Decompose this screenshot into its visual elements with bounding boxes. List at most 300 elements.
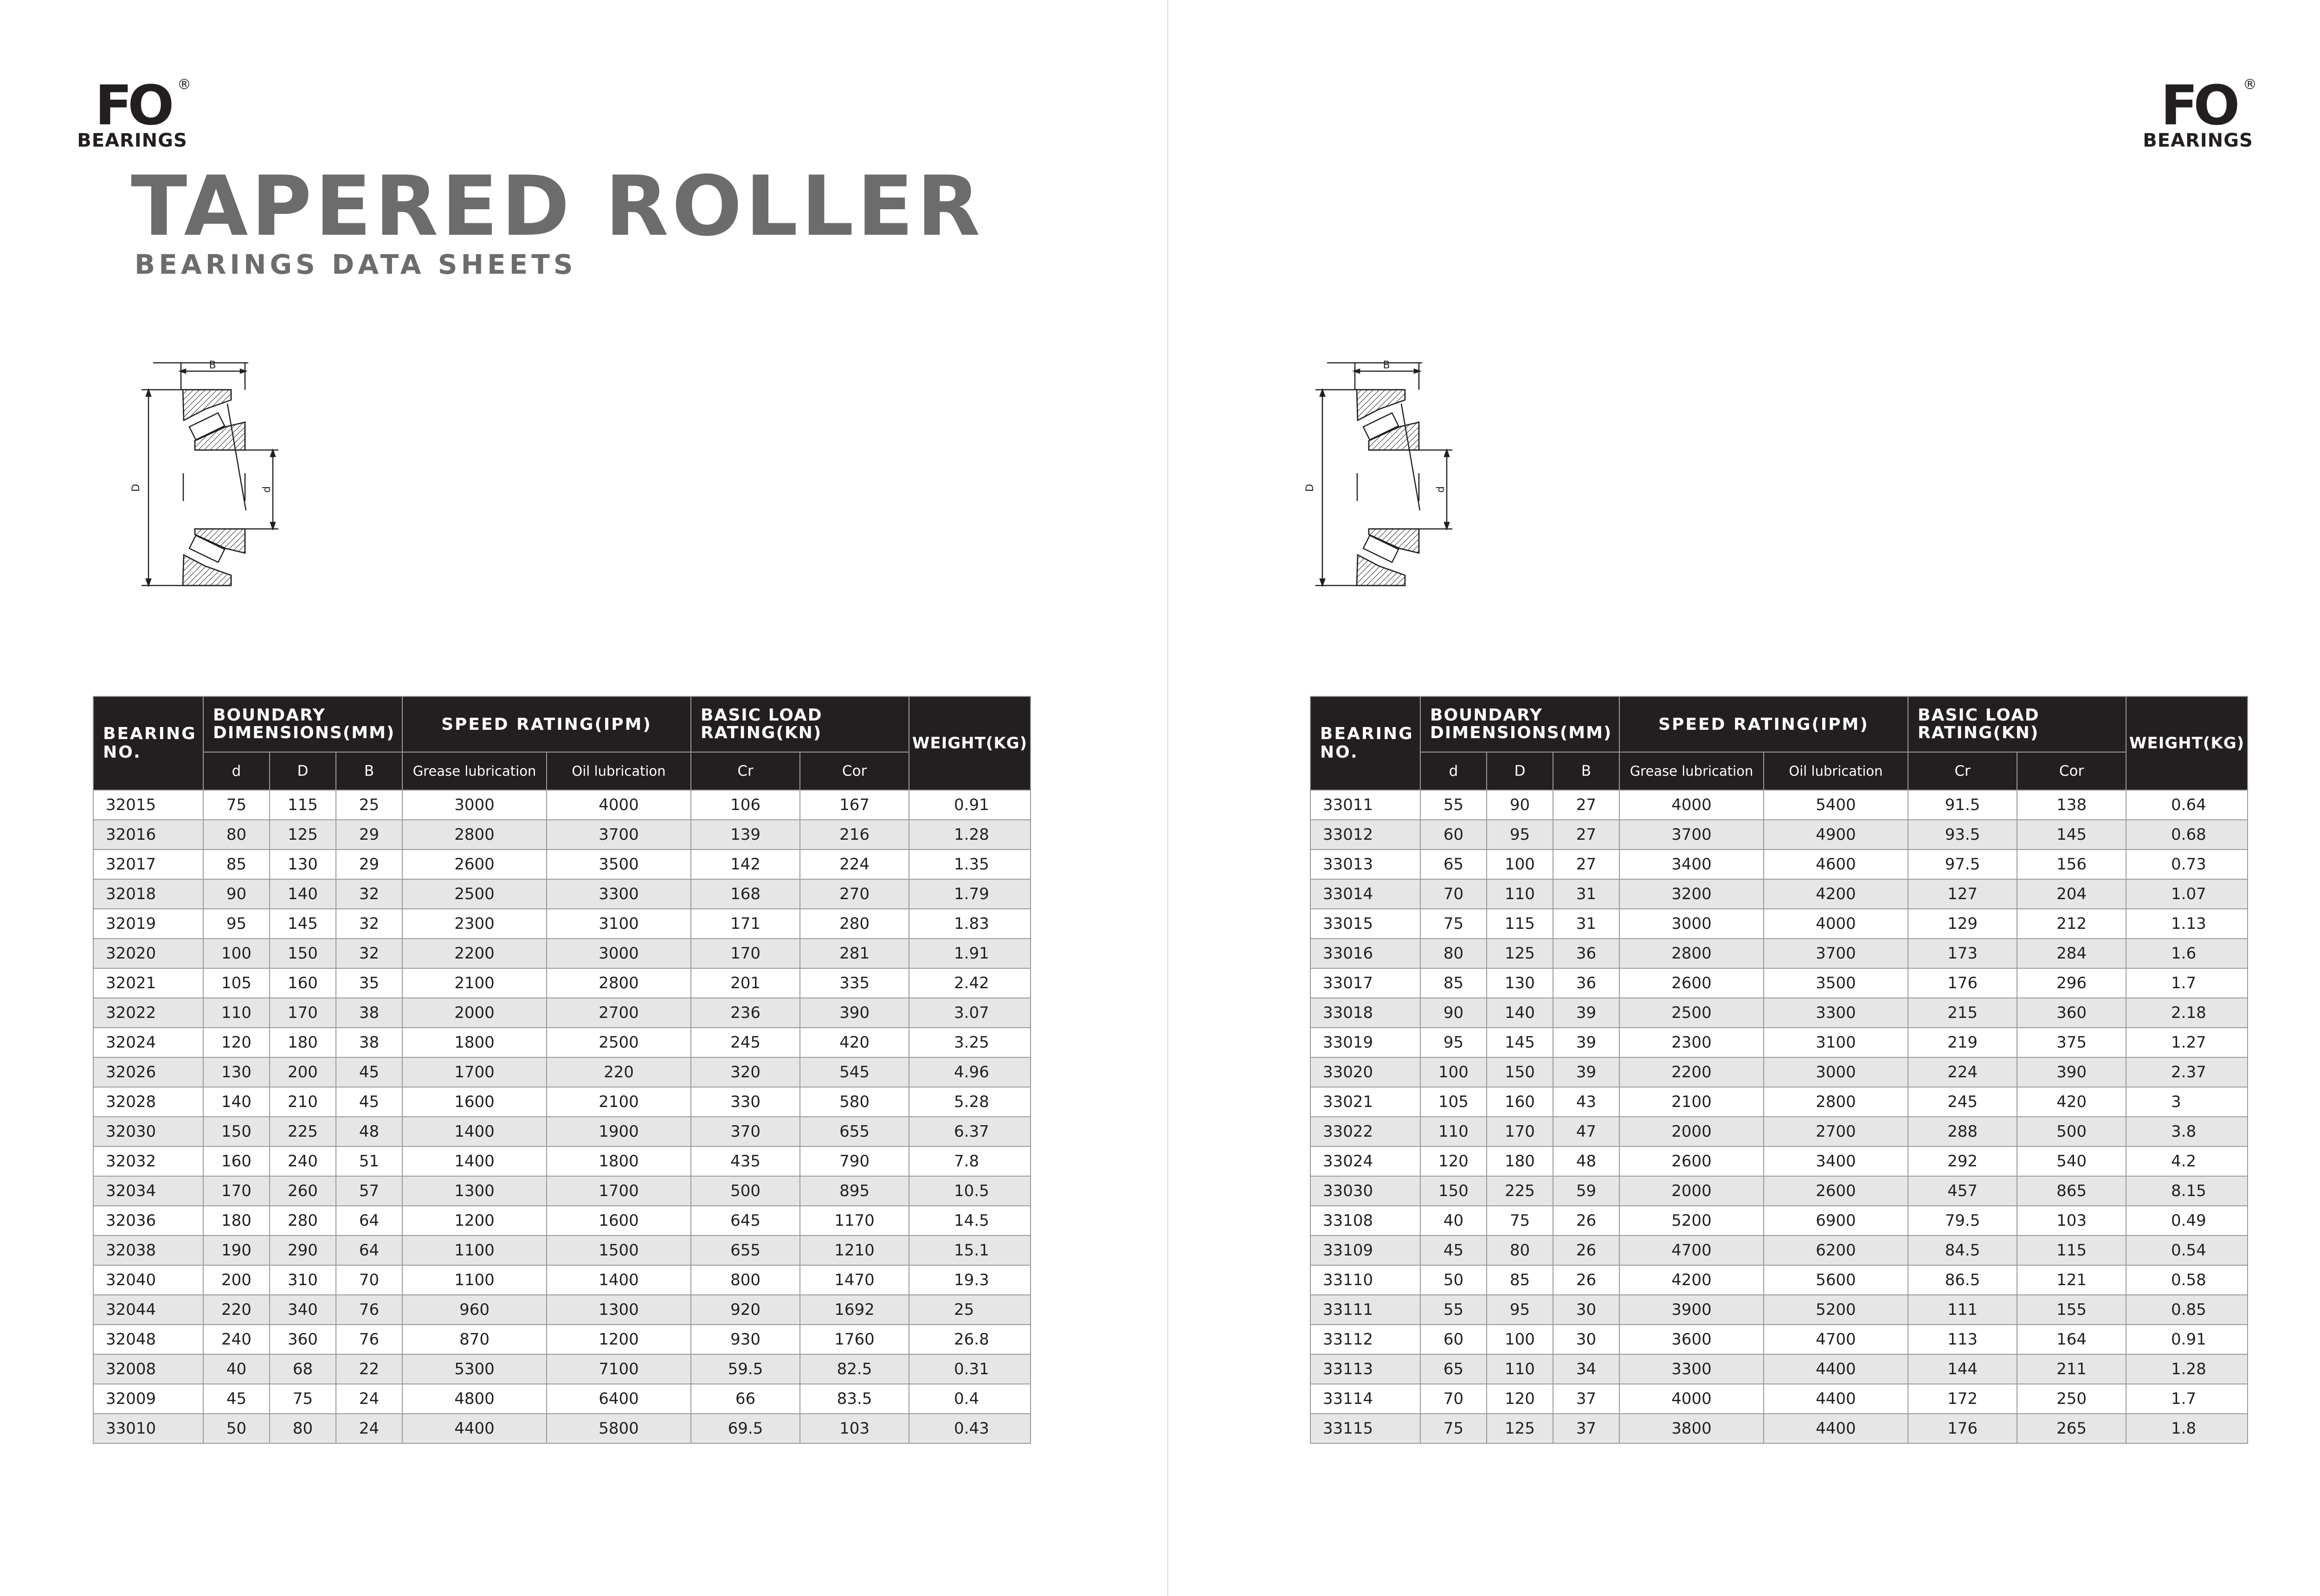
cell-load-cr: 59.5 [691,1354,800,1384]
cell-bore-d: 90 [1420,998,1487,1028]
cell-width-B: 32 [336,939,402,968]
cell-oil-speed: 2700 [547,998,691,1028]
cell-oil-speed: 1600 [547,1206,691,1236]
header-basic-load-rating: BASIC LOAD RATING(KN) [1908,696,2126,752]
cell-load-cr: 113 [1908,1325,2017,1354]
cell-bearing-no: 32038 [93,1236,203,1265]
cell-width-B: 25 [336,790,402,820]
cell-width-B: 45 [336,1087,402,1117]
cell-load-cr: 288 [1908,1117,2017,1146]
cell-bearing-no: 33020 [1310,1057,1420,1087]
cell-bore-d: 180 [203,1206,270,1236]
cell-load-cor: 895 [800,1176,909,1206]
cell-grease-speed: 3400 [1619,849,1764,879]
cell-oil-speed: 1800 [547,1146,691,1176]
cell-oil-speed: 1200 [547,1325,691,1354]
cell-oil-speed: 2800 [1764,1087,1908,1117]
cell-load-cr: 69.5 [691,1414,800,1443]
cell-width-B: 45 [336,1057,402,1087]
cell-bearing-no: 33012 [1310,820,1420,849]
cell-load-cor: 1692 [800,1295,909,1325]
cell-grease-speed: 3800 [1619,1414,1764,1443]
cell-grease-speed: 4000 [1619,790,1764,820]
cell-grease-speed: 2000 [402,998,547,1028]
cell-weight: 0.31 [909,1354,1031,1384]
cell-width-B: 76 [336,1295,402,1325]
cell-grease-speed: 2000 [1619,1117,1764,1146]
cell-bearing-no: 33114 [1310,1384,1420,1414]
cell-load-cr: 106 [691,790,800,820]
cell-outer-diameter-D: 110 [1487,879,1553,909]
cell-grease-speed: 4800 [402,1384,547,1414]
cell-bearing-no: 33011 [1310,790,1420,820]
cell-bore-d: 50 [1420,1265,1487,1295]
cell-width-B: 32 [336,879,402,909]
cell-bore-d: 40 [203,1354,270,1384]
cell-bearing-no: 32040 [93,1265,203,1295]
table-row [93,1028,1031,1057]
cell-oil-speed: 3300 [547,879,691,909]
cell-load-cor: 545 [800,1057,909,1087]
cell-load-cr: 215 [1908,998,2017,1028]
cell-load-cor: 164 [2017,1325,2126,1354]
cell-load-cor: 500 [2017,1117,2126,1146]
cell-weight: 1.8 [2126,1414,2248,1443]
cell-load-cr: 655 [691,1236,800,1265]
cell-weight: 8.15 [2126,1176,2248,1206]
cell-weight: 7.8 [909,1146,1031,1176]
header-bearing-no: BEARING NO. [1310,696,1420,790]
cell-bore-d: 140 [203,1087,270,1117]
table-row [93,1176,1031,1206]
page-divider [1167,0,1168,1596]
cell-load-cor: 115 [2017,1236,2126,1265]
cell-width-B: 36 [1553,939,1619,968]
cell-weight: 5.28 [909,1087,1031,1117]
cell-weight: 1.83 [909,909,1031,939]
cell-bore-d: 110 [1420,1117,1487,1146]
bearing-data-table-right [1310,696,2248,1444]
cell-outer-diameter-D: 125 [270,820,336,849]
cell-bearing-no: 33112 [1310,1325,1420,1354]
cell-oil-speed: 3100 [1764,1028,1908,1057]
cell-weight: 0.91 [909,790,1031,820]
cell-grease-speed: 3300 [1619,1354,1764,1384]
cell-load-cor: 420 [800,1028,909,1057]
cell-load-cr: 142 [691,849,800,879]
cell-bearing-no: 32015 [93,790,203,820]
cell-grease-speed: 4200 [1619,1265,1764,1295]
cell-load-cor: 281 [800,939,909,968]
cell-bore-d: 70 [1420,1384,1487,1414]
cell-bore-d: 130 [203,1057,270,1087]
cell-grease-speed: 2600 [1619,968,1764,998]
cell-oil-speed: 3300 [1764,998,1908,1028]
cell-load-cr: 224 [1908,1057,2017,1087]
cell-outer-diameter-D: 75 [270,1384,336,1414]
cell-weight: 6.37 [909,1117,1031,1146]
cell-oil-speed: 4900 [1764,820,1908,849]
cell-weight: 3.07 [909,998,1031,1028]
cell-width-B: 38 [336,1028,402,1057]
cell-bore-d: 105 [1420,1087,1487,1117]
cell-grease-speed: 1200 [402,1206,547,1236]
cell-outer-diameter-D: 170 [270,998,336,1028]
cell-bearing-no: 32019 [93,909,203,939]
header-boundary-dimensions: BOUNDARY DIMENSIONS(MM) [203,696,402,752]
cell-oil-speed: 220 [547,1057,691,1087]
cell-grease-speed: 4000 [1619,1384,1764,1414]
cell-outer-diameter-D: 130 [270,849,336,879]
cell-bearing-no: 33022 [1310,1117,1420,1146]
cell-bore-d: 80 [1420,939,1487,968]
cell-bore-d: 55 [1420,1295,1487,1325]
cell-width-B: 64 [336,1236,402,1265]
cell-width-B: 26 [1553,1236,1619,1265]
cell-bearing-no: 33024 [1310,1146,1420,1176]
cell-width-B: 29 [336,849,402,879]
cell-bearing-no: 32022 [93,998,203,1028]
cell-outer-diameter-D: 110 [1487,1354,1553,1384]
cell-grease-speed: 1600 [402,1087,547,1117]
cell-oil-speed: 1500 [547,1236,691,1265]
cell-bearing-no: 32008 [93,1354,203,1384]
cell-outer-diameter-D: 120 [1487,1384,1553,1414]
cell-load-cr: 86.5 [1908,1265,2017,1295]
cell-load-cor: 145 [2017,820,2126,849]
cell-outer-diameter-D: 95 [1487,820,1553,849]
header-oil-lubrication: Oil lubrication [1764,752,1908,790]
cell-load-cr: 645 [691,1206,800,1236]
cell-grease-speed: 3000 [402,790,547,820]
cell-width-B: 32 [336,909,402,939]
cell-width-B: 76 [336,1325,402,1354]
table-row [93,939,1031,968]
cell-oil-speed: 5200 [1764,1295,1908,1325]
cell-grease-speed: 960 [402,1295,547,1325]
cell-bore-d: 40 [1420,1206,1487,1236]
cell-load-cor: 790 [800,1146,909,1176]
cell-grease-speed: 1100 [402,1236,547,1265]
cell-oil-speed: 4700 [1764,1325,1908,1354]
table-row [1310,1236,2248,1265]
cell-outer-diameter-D: 225 [270,1117,336,1146]
cell-weight: 0.4 [909,1384,1031,1414]
brand-logo-right [2135,73,2261,161]
cell-load-cr: 170 [691,939,800,968]
header-basic-load-rating: BASIC LOAD RATING(KN) [691,696,909,752]
cell-oil-speed: 5800 [547,1414,691,1443]
cell-bore-d: 120 [203,1028,270,1057]
cell-bore-d: 75 [1420,1414,1487,1443]
cell-bore-d: 85 [203,849,270,879]
header-weight: WEIGHT(KG) [2126,696,2248,790]
cell-width-B: 31 [1553,879,1619,909]
cell-grease-speed: 1300 [402,1176,547,1206]
cell-load-cr: 236 [691,998,800,1028]
cell-grease-speed: 2600 [402,849,547,879]
header-grease-lubrication: Grease lubrication [1619,752,1764,790]
cell-bearing-no: 33108 [1310,1206,1420,1236]
cell-bearing-no: 33010 [93,1414,203,1443]
cell-load-cr: 91.5 [1908,790,2017,820]
cell-grease-speed: 1400 [402,1117,547,1146]
cell-width-B: 26 [1553,1265,1619,1295]
cell-load-cr: 79.5 [1908,1206,2017,1236]
header-cor: Cor [2017,752,2126,790]
cell-outer-diameter-D: 100 [1487,849,1553,879]
cell-width-B: 37 [1553,1414,1619,1443]
cell-bore-d: 170 [203,1176,270,1206]
cell-width-B: 38 [336,998,402,1028]
cell-bore-d: 70 [1420,879,1487,909]
cell-load-cr: 97.5 [1908,849,2017,879]
cell-load-cor: 224 [800,849,909,879]
cell-bore-d: 65 [1420,849,1487,879]
cell-load-cr: 201 [691,968,800,998]
cell-weight: 4.96 [909,1057,1031,1087]
cell-load-cor: 865 [2017,1176,2126,1206]
cell-outer-diameter-D: 310 [270,1265,336,1295]
cell-grease-speed: 2200 [1619,1057,1764,1087]
cell-bearing-no: 33016 [1310,939,1420,968]
cell-width-B: 27 [1553,790,1619,820]
table-row [93,1384,1031,1414]
header-speed-rating: SPEED RATING(IPM) [402,696,691,752]
table-row [93,1206,1031,1236]
cell-grease-speed: 2500 [1619,998,1764,1028]
cell-load-cor: 1210 [800,1236,909,1265]
cell-outer-diameter-D: 115 [270,790,336,820]
cell-outer-diameter-D: 290 [270,1236,336,1265]
table-row [1310,968,2248,998]
cell-grease-speed: 2600 [1619,1146,1764,1176]
cell-load-cr: 930 [691,1325,800,1354]
cell-width-B: 51 [336,1146,402,1176]
cell-width-B: 48 [336,1117,402,1146]
cell-oil-speed: 2700 [1764,1117,1908,1146]
cell-width-B: 30 [1553,1295,1619,1325]
cell-grease-speed: 1100 [402,1265,547,1295]
table-row [1310,1206,2248,1236]
cell-grease-speed: 4400 [402,1414,547,1443]
cell-grease-speed: 1800 [402,1028,547,1057]
cell-weight: 0.43 [909,1414,1031,1443]
cell-bore-d: 45 [1420,1236,1487,1265]
cell-load-cor: 375 [2017,1028,2126,1057]
cell-outer-diameter-D: 125 [1487,939,1553,968]
cell-width-B: 64 [336,1206,402,1236]
table-row [93,1354,1031,1384]
cell-weight: 1.13 [2126,909,2248,939]
cell-bore-d: 65 [1420,1354,1487,1384]
cell-load-cor: 121 [2017,1265,2126,1295]
cell-oil-speed: 4400 [1764,1414,1908,1443]
cell-load-cor: 156 [2017,849,2126,879]
cell-bearing-no: 32018 [93,879,203,909]
cell-grease-speed: 1700 [402,1057,547,1087]
cell-load-cr: 370 [691,1117,800,1146]
table-row [1310,1265,2248,1295]
table-row [1310,1146,2248,1176]
cell-width-B: 39 [1553,1028,1619,1057]
cell-outer-diameter-D: 80 [1487,1236,1553,1265]
table-row [1310,1117,2248,1146]
cell-load-cr: 176 [1908,1414,2017,1443]
cell-bore-d: 95 [1420,1028,1487,1057]
cell-grease-speed: 2200 [402,939,547,968]
cell-weight: 15.1 [909,1236,1031,1265]
cell-width-B: 39 [1553,998,1619,1028]
bearing-data-table-left [93,696,1031,1444]
table-row [93,1414,1031,1443]
cell-bore-d: 110 [203,998,270,1028]
table-row [1310,1087,2248,1117]
cell-load-cor: 580 [800,1087,909,1117]
cell-bearing-no: 32009 [93,1384,203,1414]
table-row [93,968,1031,998]
cell-weight: 3.25 [909,1028,1031,1057]
cell-outer-diameter-D: 240 [270,1146,336,1176]
table-row [93,790,1031,820]
header-cr: Cr [1908,752,2017,790]
cell-load-cor: 280 [800,909,909,939]
table-row [93,1295,1031,1325]
cell-bearing-no: 32034 [93,1176,203,1206]
cell-load-cr: 172 [1908,1384,2017,1414]
cell-oil-speed: 3100 [547,909,691,939]
cell-weight: 2.42 [909,968,1031,998]
cell-oil-speed: 4400 [1764,1354,1908,1384]
cell-bearing-no: 33013 [1310,849,1420,879]
cell-oil-speed: 5600 [1764,1265,1908,1295]
cell-bearing-no: 33015 [1310,909,1420,939]
cell-load-cor: 390 [2017,1057,2126,1087]
page-subtitle: BEARINGS DATA SHEETS [135,249,577,280]
table-row [93,909,1031,939]
cell-weight: 19.3 [909,1265,1031,1295]
cell-weight: 25 [909,1295,1031,1325]
cell-outer-diameter-D: 100 [1487,1325,1553,1354]
table-row [1310,1176,2248,1206]
cell-weight: 3.8 [2126,1117,2248,1146]
cell-outer-diameter-D: 125 [1487,1414,1553,1443]
cell-weight: 1.79 [909,879,1031,909]
diagram-label-width: B [1383,360,1390,371]
cell-outer-diameter-D: 150 [270,939,336,968]
cell-load-cor: 335 [800,968,909,998]
cell-grease-speed: 2100 [1619,1087,1764,1117]
cell-oil-speed: 6900 [1764,1206,1908,1236]
cell-load-cor: 82.5 [800,1354,909,1384]
logo-brand-name: BEARINGS [77,130,187,151]
cell-bore-d: 75 [1420,909,1487,939]
cell-outer-diameter-D: 150 [1487,1057,1553,1087]
cell-bearing-no: 33018 [1310,998,1420,1028]
cell-outer-diameter-D: 145 [270,909,336,939]
cell-grease-speed: 3000 [1619,909,1764,939]
cell-grease-speed: 5300 [402,1354,547,1384]
cell-weight: 2.37 [2126,1057,2248,1087]
cell-bore-d: 50 [203,1414,270,1443]
cell-load-cr: 800 [691,1265,800,1295]
cell-oil-speed: 5400 [1764,790,1908,820]
header-grease-lubrication: Grease lubrication [402,752,547,790]
header-outer-D: D [1487,752,1553,790]
cell-bearing-no: 32048 [93,1325,203,1354]
cell-width-B: 37 [1553,1384,1619,1414]
cell-grease-speed: 2800 [1619,939,1764,968]
cell-oil-speed: 3000 [1764,1057,1908,1087]
cell-grease-speed: 3900 [1619,1295,1764,1325]
cell-oil-speed: 2800 [547,968,691,998]
cell-load-cor: 167 [800,790,909,820]
cell-bore-d: 80 [203,820,270,849]
cell-outer-diameter-D: 85 [1487,1265,1553,1295]
cell-bearing-no: 32036 [93,1206,203,1236]
cell-width-B: 26 [1553,1206,1619,1236]
cell-outer-diameter-D: 180 [1487,1146,1553,1176]
cell-outer-diameter-D: 280 [270,1206,336,1236]
cell-bore-d: 100 [1420,1057,1487,1087]
table-row [1310,849,2248,879]
cell-load-cor: 1470 [800,1265,909,1295]
cell-load-cr: 292 [1908,1146,2017,1176]
cell-grease-speed: 2000 [1619,1176,1764,1206]
cell-load-cor: 1760 [800,1325,909,1354]
cell-weight: 26.8 [909,1325,1031,1354]
cell-oil-speed: 2100 [547,1087,691,1117]
cell-weight: 0.49 [2126,1206,2248,1236]
cell-weight: 0.64 [2126,790,2248,820]
cell-outer-diameter-D: 200 [270,1057,336,1087]
cell-load-cr: 173 [1908,939,2017,968]
cell-weight: 1.7 [2126,968,2248,998]
cell-weight: 0.54 [2126,1236,2248,1265]
cell-width-B: 30 [1553,1325,1619,1354]
cell-width-B: 59 [1553,1176,1619,1206]
cell-load-cr: 245 [691,1028,800,1057]
cell-bearing-no: 32044 [93,1295,203,1325]
table-row [93,1117,1031,1146]
cell-load-cr: 457 [1908,1176,2017,1206]
cell-oil-speed: 3500 [547,849,691,879]
cell-load-cor: 103 [2017,1206,2126,1236]
cell-grease-speed: 3700 [1619,820,1764,849]
cell-bore-d: 105 [203,968,270,998]
cell-width-B: 35 [336,968,402,998]
cell-width-B: 31 [1553,909,1619,939]
cell-weight: 3 [2126,1087,2248,1117]
cell-bore-d: 85 [1420,968,1487,998]
cell-bearing-no: 32024 [93,1028,203,1057]
table-row [93,998,1031,1028]
cell-load-cr: 171 [691,909,800,939]
cell-bore-d: 95 [203,909,270,939]
cell-width-B: 24 [336,1414,402,1443]
cell-oil-speed: 3000 [547,939,691,968]
cell-bearing-no: 33110 [1310,1265,1420,1295]
cell-weight: 0.73 [2126,849,2248,879]
cell-load-cr: 920 [691,1295,800,1325]
cell-weight: 1.35 [909,849,1031,879]
cell-oil-speed: 1700 [547,1176,691,1206]
cell-grease-speed: 2800 [402,820,547,849]
cell-bore-d: 90 [203,879,270,909]
cell-load-cor: 296 [2017,968,2126,998]
cell-bore-d: 100 [203,939,270,968]
cell-bore-d: 75 [203,790,270,820]
